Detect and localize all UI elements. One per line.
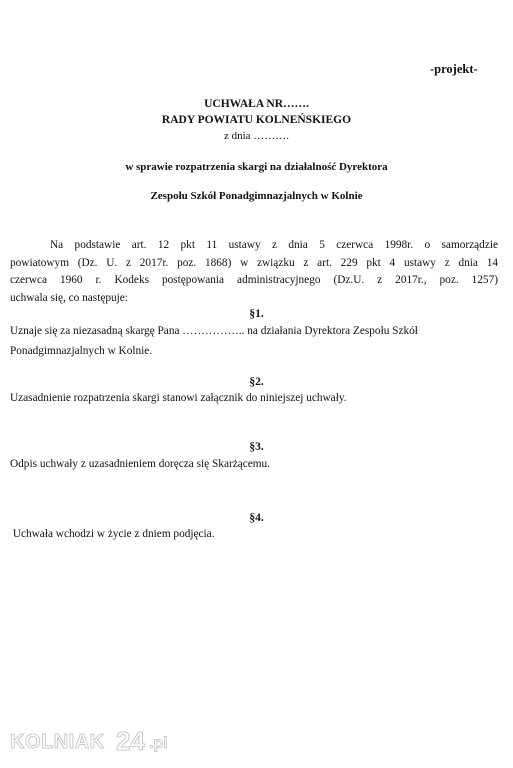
section-1-mark: §1. <box>249 308 264 320</box>
section-2-mark: §2. <box>249 376 264 388</box>
watermark-text-domain: .pl <box>149 735 168 752</box>
kolniak24-watermark-logo <box>8 723 178 757</box>
section-4-mark: §4. <box>249 512 264 524</box>
section-3-text: Odpis uchwały z uzasadnieniem doręcza się Skarżącemu. <box>10 458 271 470</box>
resolution-number: UCHWAŁA NR……. <box>204 98 309 110</box>
preamble-line: powiatowym (Dz. U. z 2017r. poz. 1868) w związku z art. 229 pkt 4 ustawy z dnia 14 <box>10 256 498 269</box>
section-4-text: Uchwała wchodzi w życie z dniem podjęcia. <box>10 528 215 540</box>
section-1-text: Ponadgimnazjalnych w Kolnie. <box>10 345 153 357</box>
section-2-text: Uzasadnienie rozpatrzenia skargi stanowi załącznik do niniejszej uchwały. <box>10 392 347 404</box>
section-3-mark: §3. <box>249 441 264 453</box>
preamble-line: Na podstawie art. 12 pkt 11 ustawy z dnia 5 czerwca 1998r. o samorządzie <box>50 239 498 251</box>
subject-line-1: w sprawie rozpatrzenia skargi na działalność Dyrektora <box>125 161 388 173</box>
preamble <box>10 237 498 307</box>
date-line: z dnia ………. <box>223 130 290 142</box>
section-1-text: Uznaje się za niezasadną skargę Pana …………….. na działania Dyrektora Zespołu Szkół <box>10 325 418 337</box>
subject-line-2: Zespołu Szkół Ponadgimnazjalnych w Kolnie <box>150 190 363 202</box>
preamble-line: uchwala się, co następuje: <box>10 291 128 304</box>
watermark-text-number: 24 <box>116 726 145 756</box>
watermark-text-main: KOLNIAK <box>10 731 105 753</box>
draft-label: -projekt- <box>430 62 478 76</box>
preamble-line: czerwca 1960 r. Kodeks postępowania administracyjnego (Dz.U. z 2017r., poz. 1257) <box>10 274 498 286</box>
issuer-name: RADY POWIATU KOLNEŃSKIEGO <box>161 114 352 126</box>
